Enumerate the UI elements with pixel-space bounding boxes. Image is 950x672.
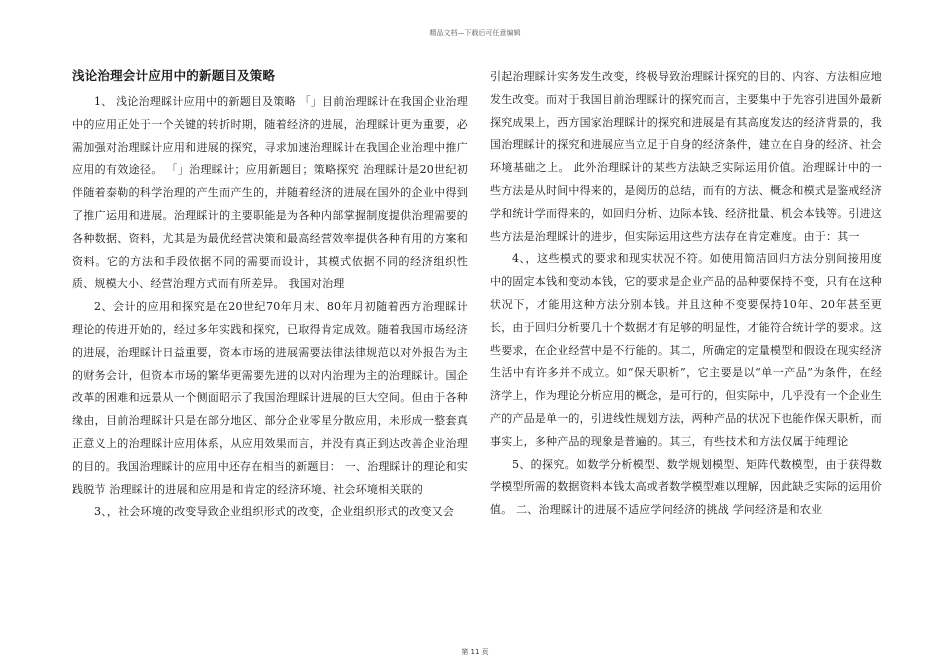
left-column <box>72 66 468 524</box>
paragraph-2: 2、会计的应用和探究是在20世纪70年月末、80年月初随着西方治理睬计理论的传进开始的，经过多年实践和探究，已取得肯定成效。随着我国市场经济的进展，治理睬计日益重要，资本市场的进展需要法律法律规范以对外报告为主的财务会计，但资本市场的繁华更需要先进的以对内治理为主的治理睬计。国企改革的困难和远景从一个侧面昭示了我国治理睬计进展的巨大空间。但由于各种缘由，目前治理睬计只是在部分地区、部分企业零星分散应用，未形成一整套真正意义上的治理睬计应用体系，从应用效果而言，并没有真正到达改善企业治理的目的。我国治理睬计的应用中还存在相当的新题目： 一、治理睬计的理论和实践脱节 治理睬计的进展和应用是和肯定的经济环境、社会环境相关联的 <box>72 300 468 496</box>
paragraph-3: 3、，社会环境的改变导致企业组织形式的改变，企业组织形式的改变又会 <box>94 505 455 519</box>
right-column <box>490 66 882 522</box>
article-title: 浅论治理会计应用中的新题目及策略 <box>72 68 276 83</box>
paragraph-4: 4、，这些模式的要求和现实状况不符。如使用简洁回归方法分别间接用度中的固定本钱和变动本钱，它的要求是企业产品的品种要保持不变，只有在这种状况下，才能用这种方法分别本钱。并且这种不变要保持10年、20年甚至更长，由于回归分析要几十个数据才有足够的明显性，才能符合统计学的要求。这些要求，在企业经营中是不行能的。其二，所确定的定量模型和假设在现实经济生活中有许多并不成立。如“保天职析”，它主要是以“单一产品”为条件，在经济学上，作为理论分析应用的概念，是可行的，但实际中，几乎没有一个企业生产的产品是单一的，引进线性规划方法，两种产品的状况下也能作保天职析，而事实上，多种产品的现象是普遍的。其三，有些技术和方法仅属于纯理论 <box>490 252 882 448</box>
paragraph-1: 1、 浅论治理睬计应用中的新题目及策略 「」目前治理睬计在我国企业治理中的应用正处于一个关键的转折时期，随着经济的进展，治理睬计更为重要，必需加强对治理睬计应用和进展的探究，寻求加速治理睬计在我国企业治理中推广应用的有效途径。 「」治理睬计；应用新题目；策略探究 治理睬计是20世纪初伴随着泰勒的科学治理的产生而产生的，并随着经济的进展在国外的企业中得到了推广运用和进展。治理睬计的主要职能是为各种内部掌握制度提供治理需要的各种数据、资料，尤其是为最优经营决策和最高经营效率提供各种有用的方案和资料。它的方法和手段依据不同的需要而设计，其模式依据不同的经济组织性质、规模大小、经营治理方式而有所差异。 我国对治理 <box>72 95 468 291</box>
page-number: 第 11 页 <box>461 648 489 656</box>
paragraph-3-continued: 引起治理睬计实务发生改变，终极导致治理睬计探究的目的、内容、方法相应地发生改变。而对于我国目前治理睬计的探究而言，主要集中于先容引进国外最新探究成果上，西方国家治理睬计的探究和进展是有其高度发达的经济背景的，我国治理睬计的探究和进展应当立足于自身的经济条件，建立在自身的经济、社会环境基础之上。 此外治理睬计的某些方法缺乏实际运用价值。治理睬计中的一些方法是从时间中得来的，是阅历的总结，而有的方法、概念和模式是鉴戒经济学和统计学而得来的，如回归分析、边际本钱、经济批量、机会本钱等。引进这些方法是治理睬计的进步，但实际运用这些方法存在肯定难度。由于：其一 <box>490 70 882 243</box>
page-header: 精品文档—下载后可任意编辑 <box>429 29 521 37</box>
paragraph-5: 5、的探究。如数学分析模型、数学规划模型、矩阵代数模型，由于获得数学模型所需的数据资料本钱太高或者数学模型难以理解，因此缺乏实际的运用价值。 二、治理睬计的进展不适应学问经济的挑战 学问经济是和农业 <box>490 457 882 517</box>
